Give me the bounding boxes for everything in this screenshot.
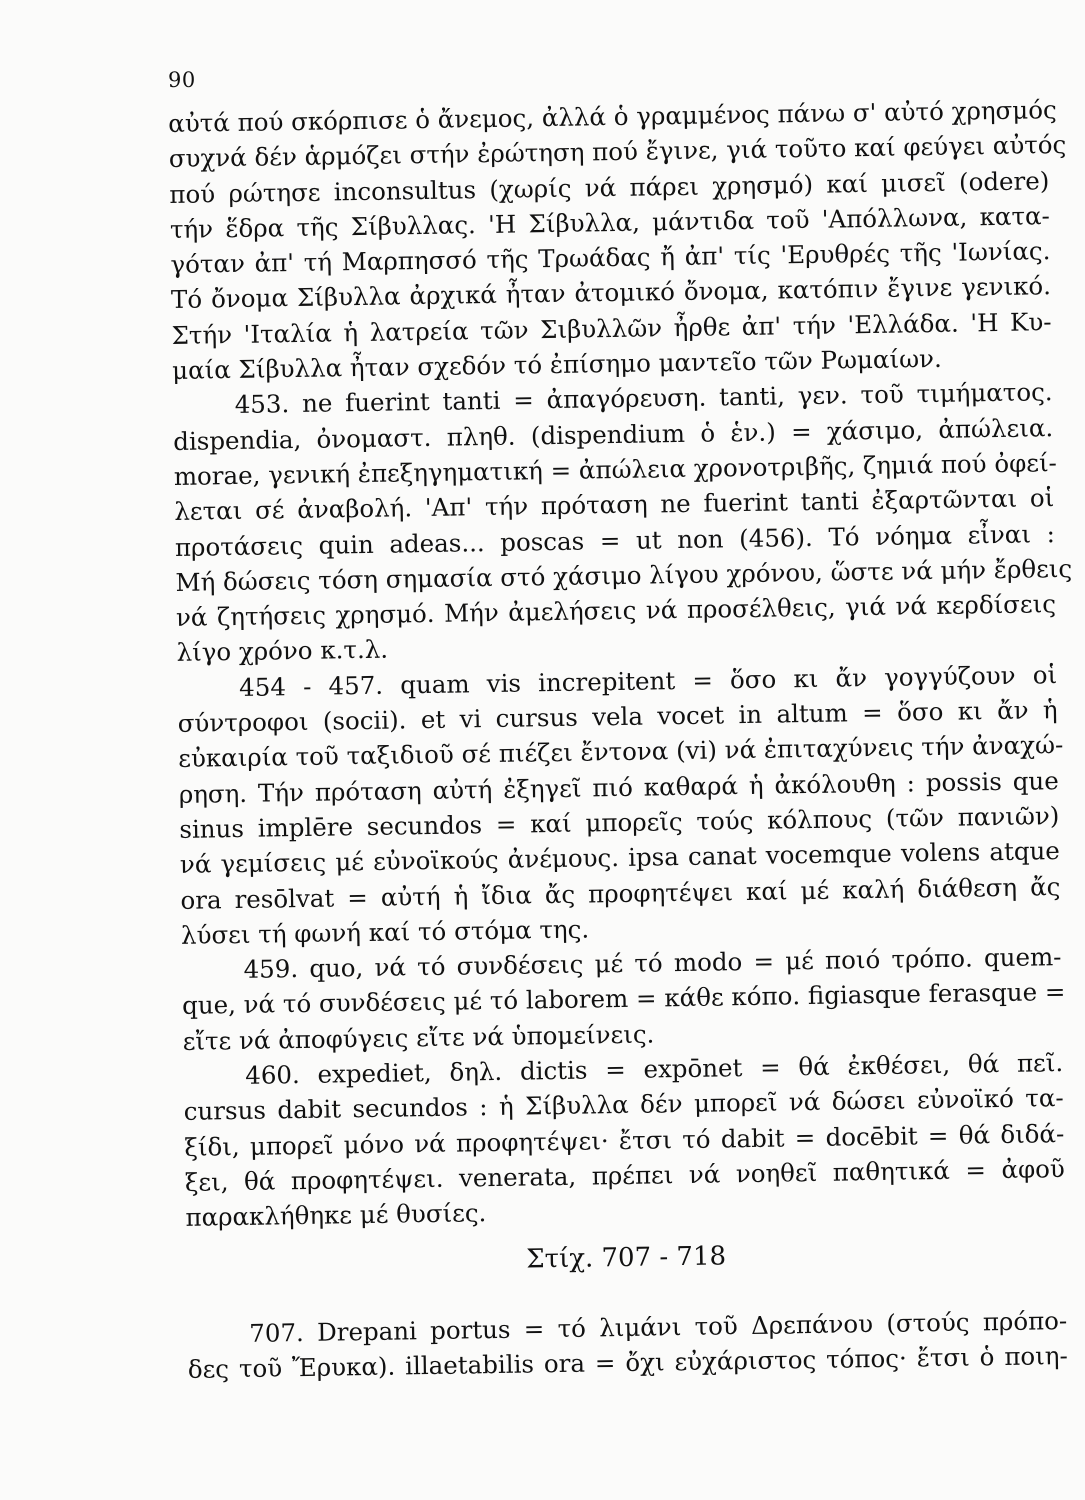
text-line: Μή δώσεις τόση σημασία στό χάσιμο λίγου χρόνου, ὥστε νά μήν ἔρθεις bbox=[175, 553, 1073, 597]
note-459-start: 459. quo, νά τό συνδέσεις μέ τό modo = μέ ποιό τρόπο. quem- bbox=[243, 942, 1062, 985]
text-line: νά ζητήσεις χρησμό. Μήν ἀμελήσεις νά προσέλθεις, γιά νά κερδίσεις bbox=[175, 589, 1057, 633]
text-line: προτάσεις quin adeas... poscas = ut non (456). Τό νόημα εἶναι : bbox=[174, 518, 1056, 562]
text-line: que, νά τό συνδέσεις μέ τό laborem = κάθε κόπο. figiasque ferasque = bbox=[181, 977, 1066, 1021]
note-453-start: 453. ne fuerint tanti = ἀπαγόρευση. tanti, γεν. τοῦ τιμήματος. bbox=[234, 377, 1053, 420]
text-line: τήν ἕδρα τῆς Σίβυλλας. 'Η Σίβυλλα, μάντιδα τοῦ 'Απόλλωνα, κατα- bbox=[169, 201, 1051, 244]
text-line: Στήν 'Ιταλία ἡ λατρεία τῶν Σιβυλλῶν ἦρθε ἀπ' τήν 'Ελλάδα. 'Η Κυ- bbox=[171, 306, 1052, 350]
text-line: λύσει τή φωνή καί τό στόμα της. bbox=[180, 914, 590, 950]
text-line: ora resōlvat = αὐτή ἡ ἴδια ἄς προφητέψει καί μέ καλή διάθεση ἄς bbox=[180, 871, 1061, 915]
section-heading: Στίχ. 707 - 718 bbox=[526, 1240, 727, 1275]
text-line: εὐκαιρία τοῦ ταξιδιοῦ σέ πιέζει ἔντονα (vi) νά ἐπιταχύνεις τήν ἀναχώ- bbox=[178, 730, 1064, 774]
text-line: σύντροφοι (socii). et vi cursus vela vocet in altum = ὅσο κι ἄν ἡ bbox=[177, 695, 1058, 738]
text-line: dispendia, ὀνομαστ. πληθ. (dispendium ὁ ἑν.) = χάσιμο, ἀπώλεια. bbox=[173, 412, 1054, 456]
text-line: sinus implēre secundos = καί μπορεῖς τούς κόλπους (τῶν πανιῶν) bbox=[179, 801, 1060, 844]
note-707-start: 707. Drepani portus = τό λιμάνι τοῦ Δρεπάνου (στούς πρόπο- bbox=[249, 1305, 1068, 1348]
text-line: λεται σέ ἀναβολή. 'Απ' τήν πρόταση ne fuerint tanti ἐξαρτῶνται οἱ bbox=[174, 483, 1055, 527]
note-460-start: 460. expediet, δηλ. dictis = expōnet = θά ἐκθέσει, θά πεῖ. bbox=[245, 1048, 1064, 1090]
text-line: cursus dabit secundos : ἡ Σίβυλλα δέν μπορεῖ νά δώσει εὐνοϊκό τα- bbox=[183, 1083, 1064, 1127]
text-line: εἴτε νά ἀποφύγεις εἴτε νά ὑπομείνεις. bbox=[182, 1019, 655, 1056]
text-line: ξίδι, μπορεῖ μόνο νά προφητέψει· ἔτσι τό dabit = docēbit = θά διδά- bbox=[184, 1118, 1065, 1162]
note-454-457-start: 454 - 457. quam vis increpitent = ὅσο κι ἄν γογγύζουν οἱ bbox=[238, 659, 1058, 702]
commentary-text bbox=[168, 92, 1073, 1387]
text-line: αὐτά πού σκόρπισε ὁ ἄνεμος, ἀλλά ὁ γραμμένος πάνω σ' αὐτό χρησμός bbox=[168, 95, 1057, 138]
text-line: γόταν ἀπ' τή Μαρπησσό τῆς Τρωάδας ἤ ἀπ' τίς 'Ερυθρές τῆς 'Ιωνίας. bbox=[170, 236, 1051, 280]
text-line: λίγο χρόνο κ.τ.λ. bbox=[176, 635, 389, 668]
text-line: πού ρώτησε inconsultus (χωρίς νά πάρει χρησμό) καί μισεῖ (odere) bbox=[169, 165, 1050, 209]
page-number: 90 bbox=[168, 68, 196, 92]
text-line: μαία Σίβυλλα ἦταν σχεδόν τό ἐπίσημο μαντεῖο τῶν Ρωμαίων. bbox=[171, 343, 942, 386]
text-line: Τό ὄνομα Σίβυλλα ἀρχικά ἦταν ἀτομικό ὄνομα, κατόπιν ἔγινε γενικό. bbox=[170, 271, 1052, 315]
text-line: δες τοῦ Ἔρυκα). illaetabilis ora = ὄχι εὐχάριστος τόπος· ἔτσι ὁ ποιη- bbox=[187, 1341, 1068, 1384]
text-line: morae, γενική ἐπεξηγηματική = ἀπώλεια χρονοτριβῆς, ζημιά πού ὀφεί- bbox=[173, 448, 1058, 491]
text-line: συχνά δέν ἁρμόζει στήν ἐρώτηση πού ἔγινε, γιά τοῦτο καί φεύγει αὐτός bbox=[168, 130, 1067, 174]
text-line: παρακλήθηκε μέ θυσίες. bbox=[185, 1198, 487, 1233]
text-line: ρηση. Τήν πρόταση αὐτή ἐξηγεῖ πιό καθαρά ἡ ἀκόλουθη : possis que bbox=[178, 765, 1059, 809]
text-line: ξει, θά προφητέψει. venerata, πρέπει νά νοηθεῖ παθητικά = ἀφοῦ bbox=[184, 1153, 1066, 1197]
text-line: νά γεμίσεις μέ εὐνοϊκούς ἀνέμους. ipsa canat vocemque volens atque bbox=[179, 836, 1061, 880]
